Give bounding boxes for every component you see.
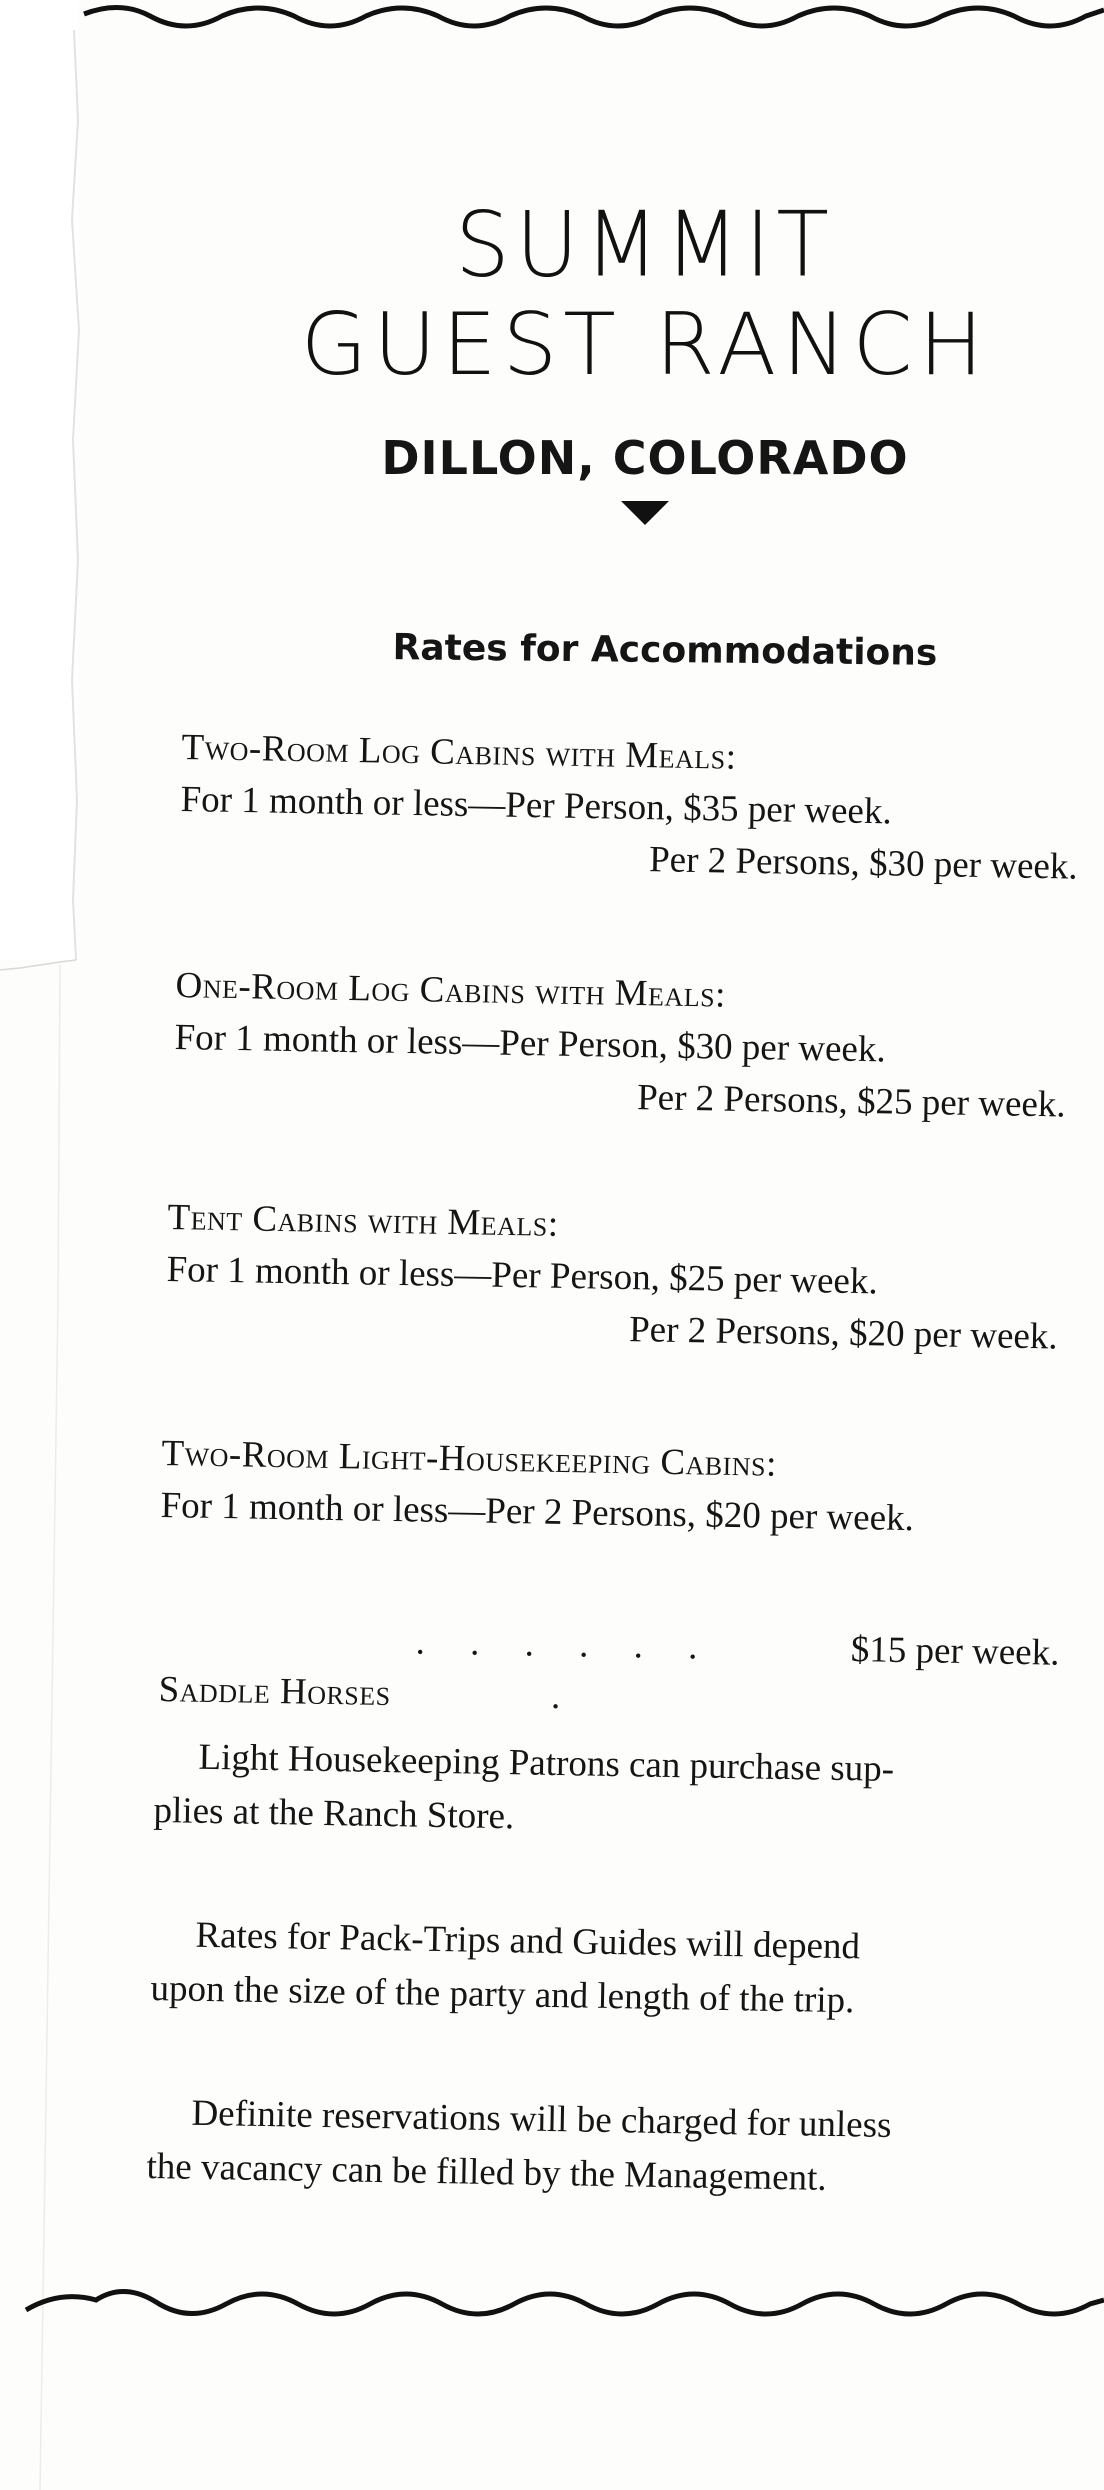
- section-title: Two-Room Log Cabins with Meals:: [181, 726, 737, 778]
- rate-section-two-room-log: [179, 722, 1080, 894]
- rate-line: For 1 month or less—Per Person, $25 per week.: [166, 1248, 879, 1303]
- section-title: One-Room Log Cabins with Meals:: [175, 964, 727, 1016]
- scalloped-border-bottom: [0, 2270, 1104, 2340]
- scalloped-border-top: [0, 0, 1104, 60]
- ranch-name-line1: SUMMIT: [455, 192, 835, 298]
- header: [280, 192, 1010, 525]
- note-paragraph: [150, 1908, 1054, 2032]
- saddle-horses-rate: [158, 1612, 1060, 1732]
- rates-heading: Rates for Accommodations: [392, 627, 938, 674]
- rate-line: Per 2 Persons, $25 per week.: [636, 1077, 1066, 1126]
- note-paragraph: [146, 2086, 1048, 2210]
- rate-line: Per 2 Persons, $30 per week.: [648, 839, 1078, 888]
- rate-line: For 1 month or less—Per Person, $35 per week.: [180, 778, 893, 833]
- rate-section-one-room-log: [173, 960, 1068, 1132]
- saddle-horses-price: $15 per week.: [850, 1629, 1060, 1674]
- triangle-down-icon: [621, 501, 669, 525]
- paragraph-line: Light Housekeeping Patrons can purchase sup-: [198, 1736, 895, 1790]
- paragraph-line: the vacancy can be filled by the Management.: [146, 2145, 827, 2199]
- location: DILLON, COLORADO: [381, 431, 909, 485]
- rate-section-light-housekeeping: [160, 1428, 1062, 1548]
- paragraph-line: upon the size of the party and length of the trip.: [150, 1967, 855, 2022]
- leader-dots: . . . . . . .: [415, 1621, 716, 1718]
- rate-line: For 1 month or less—Per 2 Persons, $20 per week.: [160, 1484, 915, 1540]
- paragraph-line: plies at the Ranch Store.: [153, 1789, 515, 1838]
- paragraph-line: Definite reservations will be charged for unless: [191, 2092, 892, 2146]
- rate-section-tent-cabins: [165, 1192, 1060, 1364]
- rate-line: Per 2 Persons, $20 per week.: [628, 1309, 1058, 1358]
- section-title: Two-Room Light-Housekeeping Cabins:: [161, 1432, 778, 1485]
- saddle-horses-label: Saddle Horses: [158, 1668, 392, 1715]
- rate-line: For 1 month or less—Per Person, $30 per week.: [174, 1016, 887, 1071]
- paragraph-line: Rates for Pack-Trips and Guides will depend: [195, 1914, 861, 1968]
- note-paragraph: [153, 1730, 1055, 1854]
- ranch-name-line2: GUEST RANCH: [300, 295, 990, 395]
- section-title: Tent Cabins with Meals:: [167, 1196, 559, 1245]
